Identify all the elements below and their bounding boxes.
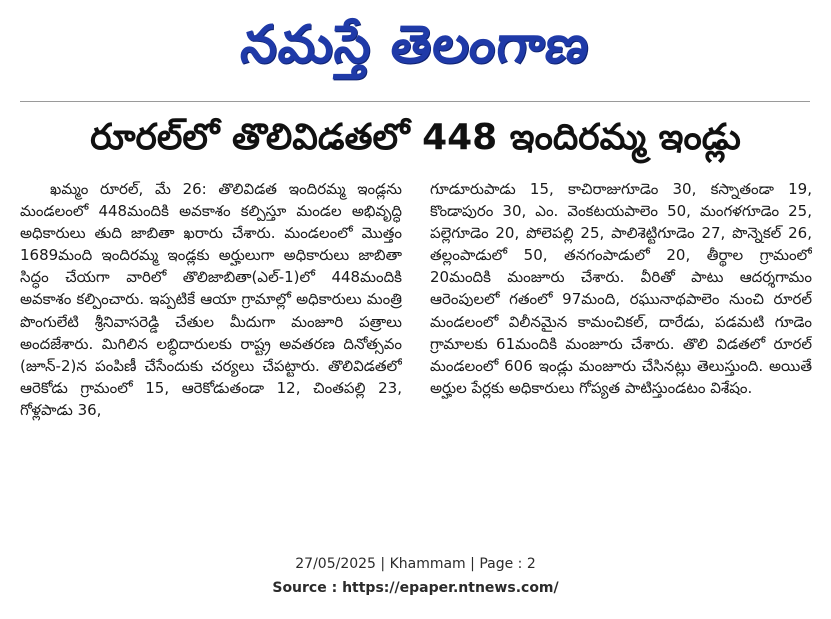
source-line: Source : https://epaper.ntnews.com/ [272, 580, 559, 596]
masthead-logo: నమస్తే తెలంగాణ [238, 15, 593, 75]
article-body [20, 178, 812, 528]
masthead-divider [20, 101, 810, 102]
article-text-left: ఖమ్మం రూరల్, మే 26: తొలివిడత ఇందిరమ్మ ఇండ్లను మండలంలో 448మందికి అవకాశం కల్పిస్తూ మండల అభివృద్ధి అధికారులు తుది జాబితా ఖరారు చేశారు. మండలంలో మొత్తం 1689మంది ఇందిరమ్మ ఇండ్లకు అర్హులుగా అధికారులు జాబితా సిద్ధం చేయగా వారిలో తొలిజాబితా(ఎల్-1)లో 448మందికి అవకాశం కల్పించారు. ఇప్పటికే ఆయా గ్రామాల్లో అధికారులు మంత్రి పొంగులేటి శ్రీనివాసరెడ్డి చేతుల మీదుగా మంజూరి పత్రాలు అందజేశారు. మిగిలిన లబ్ధిదారులకు రాష్ట్ర అవతరణ దినోత్సవం (జూన్-2)న పంపిణీ చేసేందుకు చర్యలు చేపట్టారు. తొలివిడతలో ఆరెకోడు గ్రామంలో 15, ఆరెకోడుతండా 12, చింతపల్లి 23, గోళ్లపాడు 36, [20, 180, 402, 419]
article-headline: రూరల్‌లో తొలివిడతలో 448 ఇందిరమ్మ ఇండ్లు [90, 117, 741, 158]
publication-date-line: 27/05/2025 | Khammam | Page : 2 [295, 556, 536, 572]
article-text-right: గూడూరుపాడు 15, కాచిరాజుగూడెం 30, కస్నాతండా 19, కొండాపురం 30, ఎం. వెంకటయపాలెం 50, మంగళగూడెం 25, పల్లెగూడెం 20, పోలెపల్లి 25, పాలిశెట్టిగూడెం 27, పొన్నెకల్ 26, తల్లంపాడులో 50, తనగంపాడులో 20, తీర్థాల గ్రామంలో 20మందికి మంజూరు చేశారు. వీరితో పాటు ఆదర్శగామం ఆరెంపులలో గతంలో 97మంది, రఘునాథపాలెం నుంచి రూరల్ మండలంలో విలీనమైన కామంచికల్, దారేడు, పడమటి గూడెం గ్రామాలకు 61మందికి మంజూరు చేశారు. తొలి విడతలో రూరల్ మండలంలో 606 ఇండ్లు మంజూరు చేసినట్లు తెలుస్తుంది. అయితే అర్హుల పేర్లకు అధికారులు గోప్యత పాటిస్తుండటం విశేషం. [430, 180, 812, 397]
article-column-left [20, 178, 402, 528]
newspaper-masthead [0, 6, 831, 86]
article-column-right [430, 178, 812, 528]
